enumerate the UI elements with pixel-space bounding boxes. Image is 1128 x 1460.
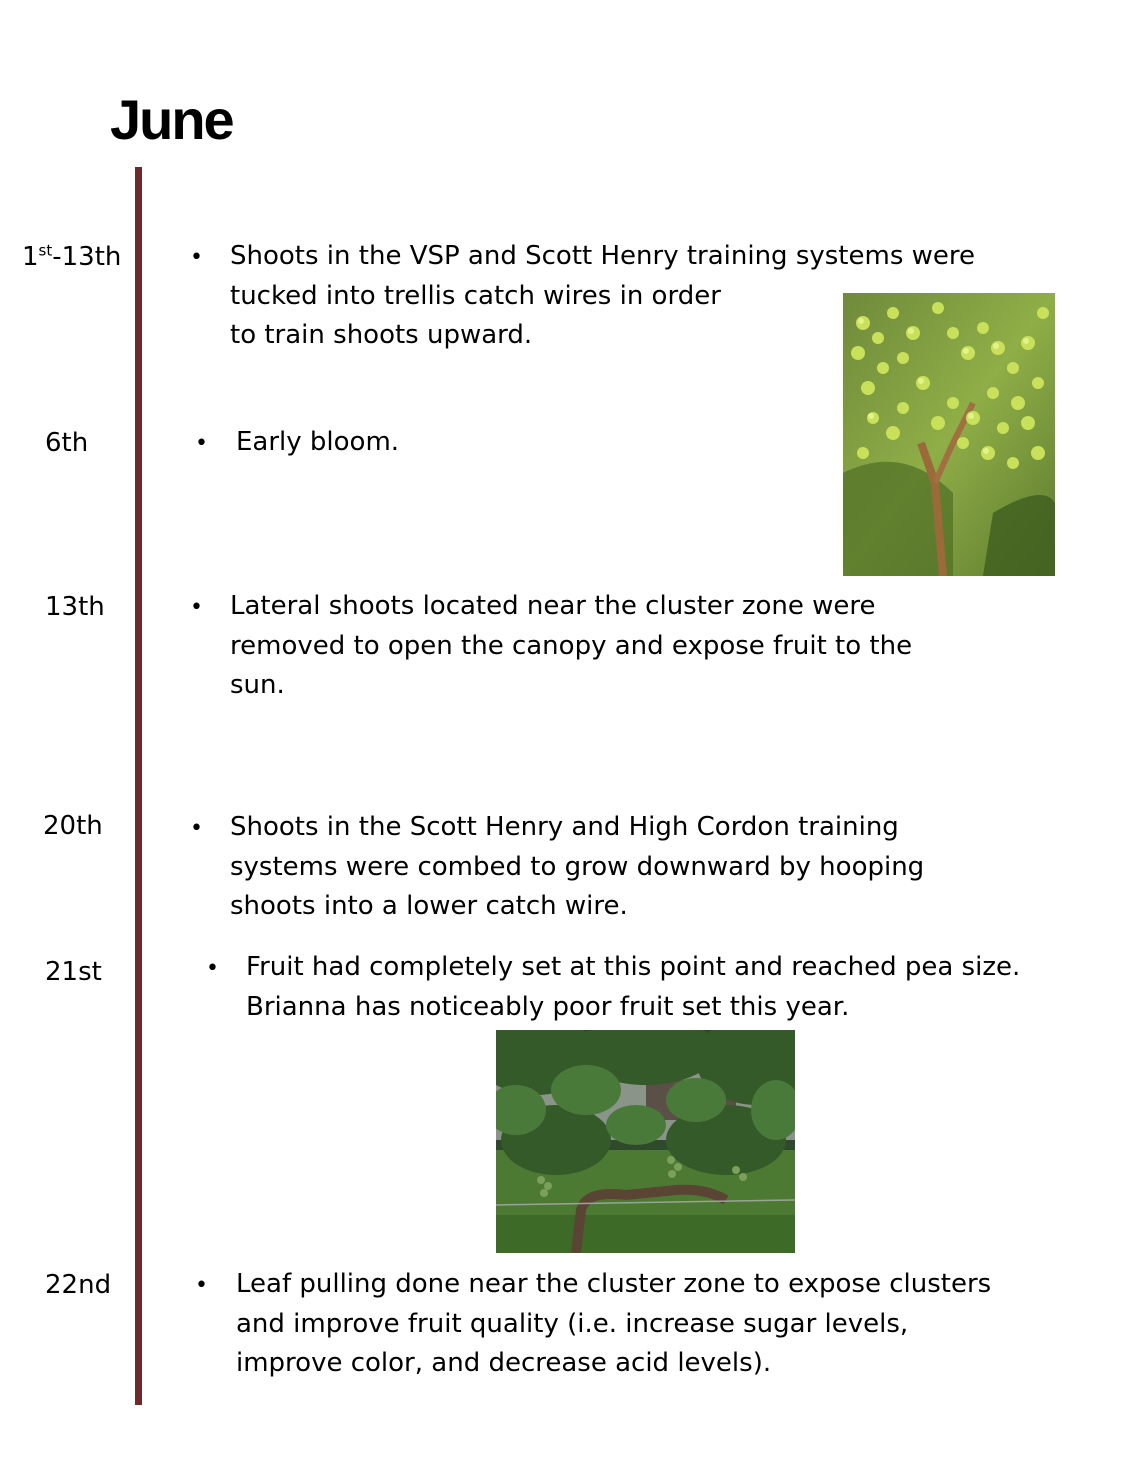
date-label: [22, 241, 122, 272]
page-title: June: [110, 88, 233, 151]
entry-line: Shoots in the VSP and Scott Henry training systems were: [230, 241, 976, 271]
entry-line: Brianna has noticeably poor fruit set this year.: [246, 991, 850, 1022]
entry-line: systems were combed to grow downward by hooping: [230, 851, 925, 882]
entry-line: Shoots in the Scott Henry and High Cordon training: [230, 812, 899, 842]
bullet-icon: •: [195, 431, 208, 456]
bullet-icon: •: [190, 245, 203, 270]
entry-text: [236, 1265, 991, 1384]
entry-line: and improve fruit quality (i.e. increase sugar levels,: [236, 1308, 909, 1339]
date-label: 13th: [45, 592, 105, 622]
entry-line: Early bloom.: [236, 427, 400, 457]
bullet-icon: •: [195, 1273, 208, 1298]
bullet-icon: •: [206, 956, 219, 981]
entry-line: Fruit had completely set at this point and reached pea size.: [246, 952, 1021, 982]
entry-line: improve color, and decrease acid levels).: [236, 1348, 772, 1378]
entry-line: Leaf pulling done near the cluster zone to expose clusters: [236, 1269, 992, 1299]
entry-line: removed to open the canopy and expose fruit to the: [230, 630, 913, 661]
date-label: 22nd: [45, 1270, 112, 1300]
timeline-line: [135, 167, 142, 1405]
grape-bloom-photo: [843, 293, 1055, 576]
entry-line: to train shoots upward.: [230, 320, 533, 350]
entry-line: shoots into a lower catch wire.: [230, 891, 628, 921]
date-superscript: st: [38, 241, 53, 260]
entry-text: [246, 948, 1020, 1027]
entry-text: [236, 423, 399, 463]
date-rest: -13th: [52, 242, 122, 272]
date-main: 1: [22, 242, 39, 272]
entry-line: tucked into trellis catch wires in order: [230, 280, 721, 311]
date-label: 21st: [45, 957, 102, 987]
bullet-icon: •: [190, 595, 203, 620]
date-label: 20th: [43, 811, 103, 841]
vine-canopy-photo: [496, 1030, 795, 1253]
entry-line: Lateral shoots located near the cluster zone were: [230, 591, 876, 621]
entry-line: sun.: [230, 670, 285, 700]
bullet-icon: •: [190, 816, 203, 841]
entry-text: [230, 808, 924, 927]
entry-text: [230, 587, 912, 706]
date-label: 6th: [45, 428, 89, 458]
